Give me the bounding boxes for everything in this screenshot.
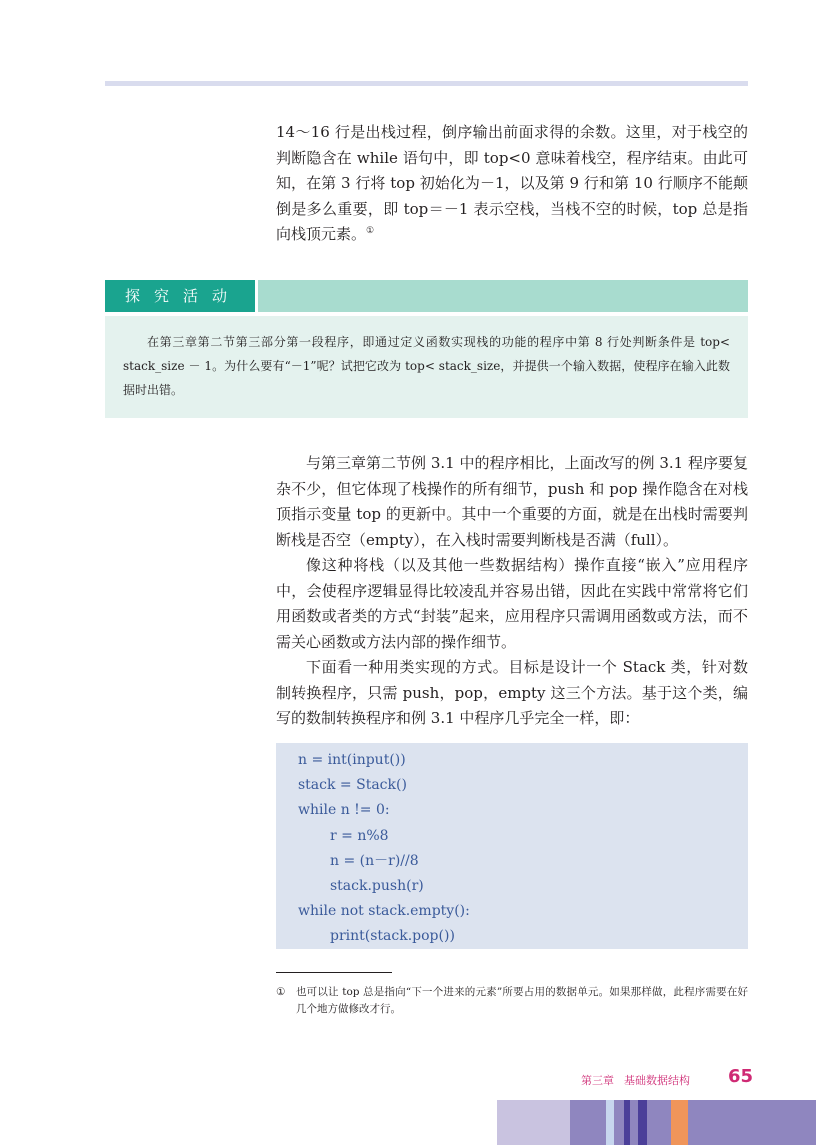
code-block xyxy=(276,743,748,949)
paragraph-stack-class: 下面看一种用类实现的方式。目标是设计一个 Stack 类，针对数制转换程序，只需 push，pop，empty 这三个方法。基于这个类，编写的数制转换程序和例 3.1 中程序几乎完全一样，即： xyxy=(276,658,748,727)
band-segment xyxy=(688,1100,816,1145)
activity-header xyxy=(105,280,748,312)
band-segment xyxy=(570,1100,606,1145)
header-rule xyxy=(105,81,748,86)
code-line: while n != 0: xyxy=(298,802,390,819)
band-segment xyxy=(606,1100,614,1145)
activity-divider xyxy=(255,280,258,312)
footer-chapter-title: 基础数据结构 xyxy=(624,1074,690,1087)
band-segment xyxy=(614,1100,624,1145)
footer-chapter: 第三章 xyxy=(581,1074,614,1087)
band-segment xyxy=(647,1100,671,1145)
activity-title: 探究活动 xyxy=(105,280,255,312)
footnote-text: 也可以让 top 总是指向“下一个进来的元素”所要占用的数据单元。如果那样做，此程序需要在好几个地方做修改才行。 xyxy=(296,986,748,1015)
code-line: while not stack.empty(): xyxy=(298,903,470,920)
band-segment xyxy=(671,1100,688,1145)
code-line: stack = Stack() xyxy=(298,777,407,794)
code-line: n = (n－r)//8 xyxy=(330,852,419,869)
band-segment xyxy=(638,1100,647,1145)
footnote-rule xyxy=(276,972,392,973)
code-line: r = n%8 xyxy=(330,827,389,844)
paragraph-comparison: 与第三章第二节例 3.1 中的程序相比，上面改写的例 3.1 程序要复杂不少，但它体现了栈操作的所有细节，push 和 pop 操作隐含在对栈顶指示变量 top 的更新中。其中一个重要的方面，就是在出栈时需要判断栈是否空（empty），在入栈时需要判断栈是否满（full）。 xyxy=(276,454,748,549)
code-line: stack.push(r) xyxy=(330,878,424,895)
paragraph-stack-pop-explanation xyxy=(276,120,748,248)
page-number: 65 xyxy=(728,1066,754,1087)
footnote-mark: ① xyxy=(276,986,286,998)
activity-text: 在第三章第二节第三部分第一段程序，即通过定义函数实现栈的功能的程序中第 8 行处判断条件是 top< stack_size － 1。为什么要有“－1”呢？试把它改为 top< stack_size，并提供一个输入数据，使程序在输入此数据时出错。 xyxy=(123,335,730,397)
footnote xyxy=(276,984,748,1018)
band-segment xyxy=(497,1100,570,1145)
paragraph-text: 14～16 行是出栈过程，倒序输出前面求得的余数。这里，对于栈空的判断隐含在 while 语句中，即 top<0 意味着栈空，程序结束。由此可知，在第 3 行将 top 初始化为－1，以及第 9 行和第 10 行顺序不能颠倒是多么重要，即 top＝－1 表示空栈，当栈不空的时候，top 总是指向栈顶元素。 xyxy=(276,123,748,243)
paragraph-encapsulation: 像这种将栈（以及其他一些数据结构）操作直接“嵌入”应用程序中，会使程序逻辑显得比较凌乱并容易出错，因此在实践中常常将它们用函数或者类的方式“封装”起来，应用程序只需调用函数或方法，而不需关心函数或方法内部的操作细节。 xyxy=(276,556,748,651)
code-line: n = int(input()) xyxy=(298,752,406,768)
footnote-reference: ① xyxy=(366,226,375,236)
band-segment xyxy=(630,1100,638,1145)
activity-body xyxy=(105,316,748,418)
running-footer xyxy=(581,1072,700,1088)
code-line: print(stack.pop()) xyxy=(330,928,455,945)
body-paragraphs xyxy=(276,451,748,732)
